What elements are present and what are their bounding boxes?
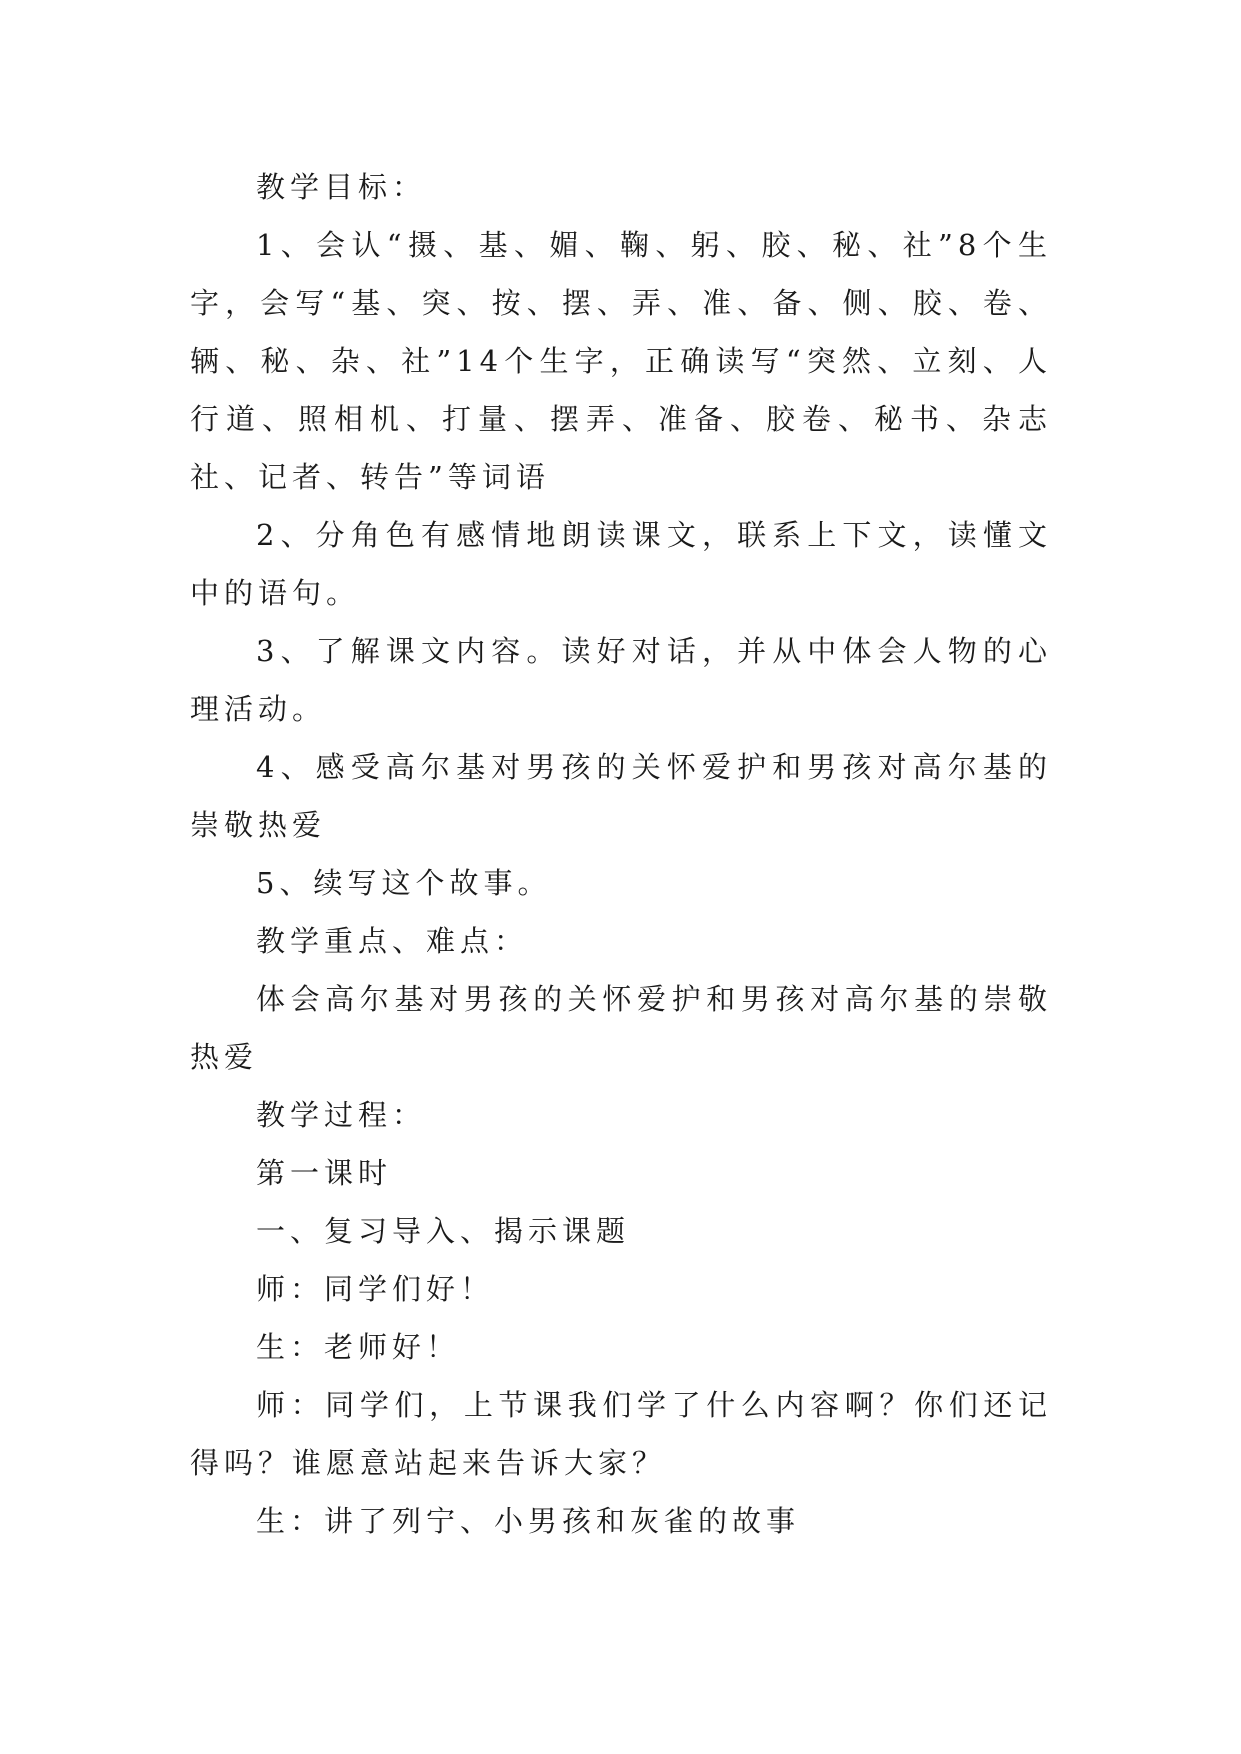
dialogue-line: 生：讲了列宁、小男孩和灰雀的故事 xyxy=(256,1504,801,1538)
objective-5: 5、续写这个故事。 xyxy=(256,866,552,900)
document-body xyxy=(190,158,1052,1550)
key-points-text: 体会高尔基对男孩的关怀爱护和男孩对高尔基的崇敬热爱 xyxy=(190,982,1052,1074)
dialogue-line: 师：同学们好！ xyxy=(256,1272,495,1306)
key-points-heading: 教学重点、难点： xyxy=(256,924,529,958)
lesson-period: 第一课时 xyxy=(256,1156,393,1190)
objectives-heading: 教学目标： xyxy=(256,170,427,204)
objective-1: 1、会认“摄、基、媚、鞠、躬、胶、秘、社”8个生字，会写“基、突、按、摆、弄、准、备、侧、胶、卷、辆、秘、杂、社”14个生字，正确读写“突然、立刻、人行道、照相机、打量、摆弄、准备、胶卷、秘书、杂志社、记者、转告”等词语 xyxy=(190,228,1052,494)
section-heading: 一、复习导入、揭示课题 xyxy=(256,1214,631,1248)
dialogue-line: 师：同学们，上节课我们学了什么内容啊？你们还记得吗？谁愿意站起来告诉大家？ xyxy=(190,1388,1052,1480)
process-heading: 教学过程： xyxy=(256,1098,427,1132)
objective-4: 4、感受高尔基对男孩的关怀爱护和男孩对高尔基的崇敬热爱 xyxy=(190,750,1052,842)
objective-3: 3、了解课文内容。读好对话，并从中体会人物的心理活动。 xyxy=(190,634,1052,726)
dialogue-line: 生：老师好！ xyxy=(256,1330,461,1364)
objective-2: 2、分角色有感情地朗读课文，联系上下文，读懂文中的语句。 xyxy=(190,518,1052,610)
